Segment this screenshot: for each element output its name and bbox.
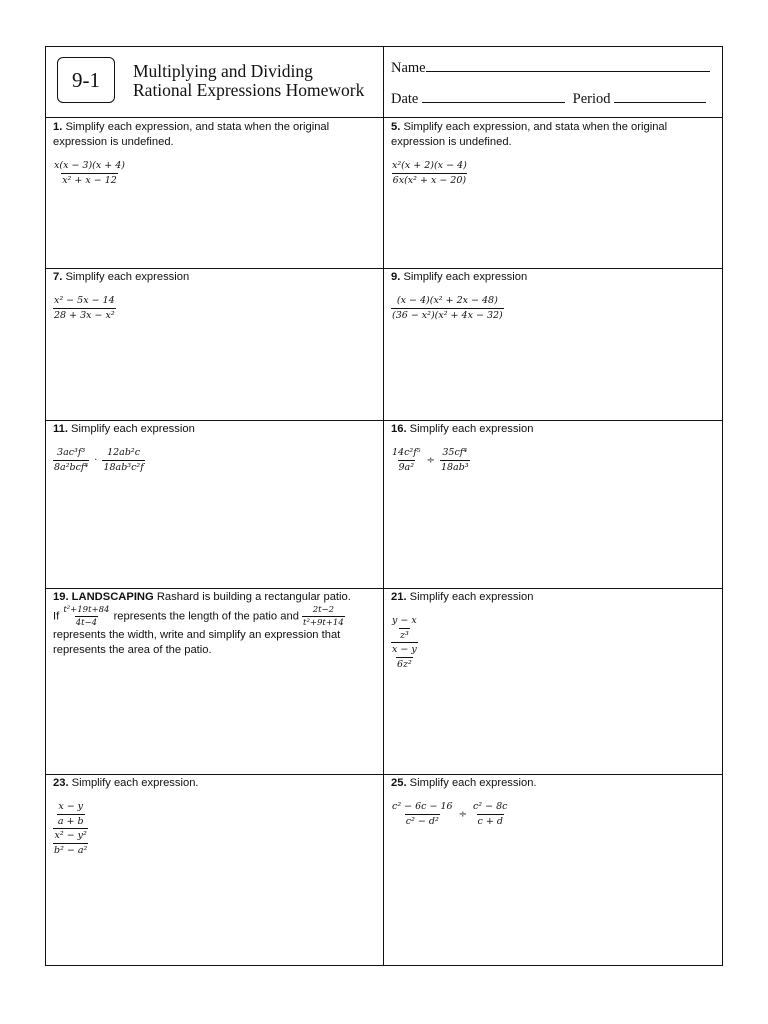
denominator: (36 − x²)(x² + 4x − 32) <box>392 310 503 321</box>
problem-instructions: Simplify each expression <box>403 271 528 283</box>
date-period-field <box>391 90 706 108</box>
title-line-1: Multiplying and Dividing <box>133 61 313 81</box>
problem-16 <box>391 422 716 474</box>
worksheet <box>45 46 723 966</box>
problem-instructions: Simplify each expression <box>409 423 534 435</box>
problem-number: 25. <box>391 777 407 789</box>
date-label: Date <box>391 91 419 107</box>
problem-keyword: LANDSCAPING <box>71 591 154 603</box>
problem-number: 21. <box>391 591 407 603</box>
divide-operator: ÷ <box>426 455 435 466</box>
length-expression <box>62 605 110 628</box>
denominator: a + b <box>57 816 84 827</box>
problem-instructions: Simplify each expression <box>65 271 190 283</box>
worksheet-title <box>133 62 364 100</box>
problem-text-b: represents the length of the patio and <box>113 610 299 623</box>
numerator: x − y <box>58 801 84 812</box>
numerator: c² − 8c <box>472 801 508 812</box>
lesson-badge: 9-1 <box>57 57 115 103</box>
problem-instructions: Simplify each expression, and stata when the original expression is undefined. <box>391 121 668 148</box>
rational-expression <box>391 295 504 322</box>
problem-text-a: Rashard is building a rectangular patio. <box>156 591 351 603</box>
problem-number: 16. <box>391 423 407 435</box>
denominator: 18ab³ <box>440 462 469 473</box>
denominator: x² + x − 12 <box>62 175 117 186</box>
numerator: (x − 4)(x² + 2x − 48) <box>396 295 498 306</box>
complex-fraction <box>53 801 88 857</box>
problem-21 <box>391 590 716 671</box>
denominator: 28 + 3x − x² <box>54 310 115 321</box>
problem-1 <box>53 120 378 187</box>
width-expression <box>302 605 345 628</box>
row-divider <box>46 268 722 269</box>
rational-expression-left <box>391 447 422 474</box>
numerator: c² − 6c − 16 <box>392 801 453 812</box>
divide-operator: ÷ <box>458 809 467 820</box>
problem-9 <box>391 270 716 322</box>
numerator: 3ac³f³ <box>57 447 86 458</box>
rational-expression <box>391 160 468 187</box>
problem-5 <box>391 120 716 187</box>
numerator: t²+19t+84 <box>63 605 110 615</box>
denominator: c² − d² <box>405 816 439 827</box>
period-blank[interactable] <box>614 90 706 103</box>
problem-text-c: represents the width, write and simplify an expression that represents the area of the patio. <box>53 629 341 656</box>
denominator: t²+9t+14 <box>303 618 344 628</box>
numerator: x(x − 3)(x + 4) <box>54 160 125 171</box>
row-divider <box>46 774 722 775</box>
denominator: 18ab³c²f <box>103 462 144 473</box>
problem-number: 9. <box>391 271 401 283</box>
denominator: b² − a² <box>54 845 88 856</box>
multiply-operator: · <box>94 455 98 466</box>
problem-19 <box>53 590 378 658</box>
denominator: 8a²bcf⁴ <box>54 462 89 473</box>
lower-fraction <box>53 828 88 857</box>
upper-fraction <box>57 801 85 828</box>
rational-expression-left <box>53 447 89 474</box>
rational-expression <box>53 160 126 187</box>
problem-number: 19. <box>53 591 69 603</box>
numerator: x²(x + 2)(x − 4) <box>392 160 467 171</box>
period-label: Period <box>572 91 611 107</box>
row-divider <box>46 420 722 421</box>
problem-number: 7. <box>53 271 63 283</box>
problem-number: 23. <box>53 777 69 789</box>
problem-23 <box>53 776 378 857</box>
denominator: 9a² <box>398 462 415 473</box>
problem-number: 1. <box>53 121 63 133</box>
denominator: z³ <box>399 630 409 641</box>
rational-expression-right <box>440 447 470 474</box>
problem-instructions: Simplify each expression, and stata when the original expression is undefined. <box>53 121 330 148</box>
problem-instructions: Simplify each expression. <box>71 777 199 789</box>
rational-expression-right <box>472 801 509 828</box>
numerator: 35cf⁴ <box>442 447 468 458</box>
name-blank[interactable] <box>426 59 710 72</box>
column-divider <box>383 47 384 965</box>
problem-number: 11. <box>53 423 68 435</box>
lower-fraction <box>391 642 418 671</box>
title-line-2: Rational Expressions Homework <box>133 80 365 100</box>
denominator: 4t−4 <box>75 618 98 628</box>
numerator: x² − 5x − 14 <box>54 295 115 306</box>
rational-expression-right <box>102 447 144 474</box>
numerator: 14c²f⁵ <box>392 447 421 458</box>
row-divider <box>46 588 722 589</box>
if-word: If <box>53 610 60 623</box>
name-label: Name <box>391 60 426 76</box>
denominator: c + d <box>477 816 503 827</box>
problem-11 <box>53 422 378 474</box>
rational-expression <box>53 295 116 322</box>
date-blank[interactable] <box>422 90 565 103</box>
numerator: x² − y² <box>54 830 87 841</box>
complex-fraction <box>391 615 418 671</box>
rational-expression-left <box>391 801 454 828</box>
problem-7 <box>53 270 378 322</box>
problem-25 <box>391 776 716 828</box>
denominator: 6z² <box>396 659 412 670</box>
numerator: x − y <box>392 644 417 655</box>
problem-instructions: Simplify each expression <box>409 591 534 603</box>
problem-number: 5. <box>391 121 401 133</box>
numerator: 12ab²c <box>107 447 141 458</box>
numerator: y − x <box>392 615 417 626</box>
upper-fraction <box>391 615 418 642</box>
numerator: 2t−2 <box>312 605 335 615</box>
denominator: 6x(x² + x − 20) <box>392 175 467 186</box>
row-divider <box>46 117 722 118</box>
name-field[interactable] <box>391 59 710 77</box>
problem-instructions: Simplify each expression <box>71 423 195 435</box>
problem-instructions: Simplify each expression. <box>409 777 537 789</box>
